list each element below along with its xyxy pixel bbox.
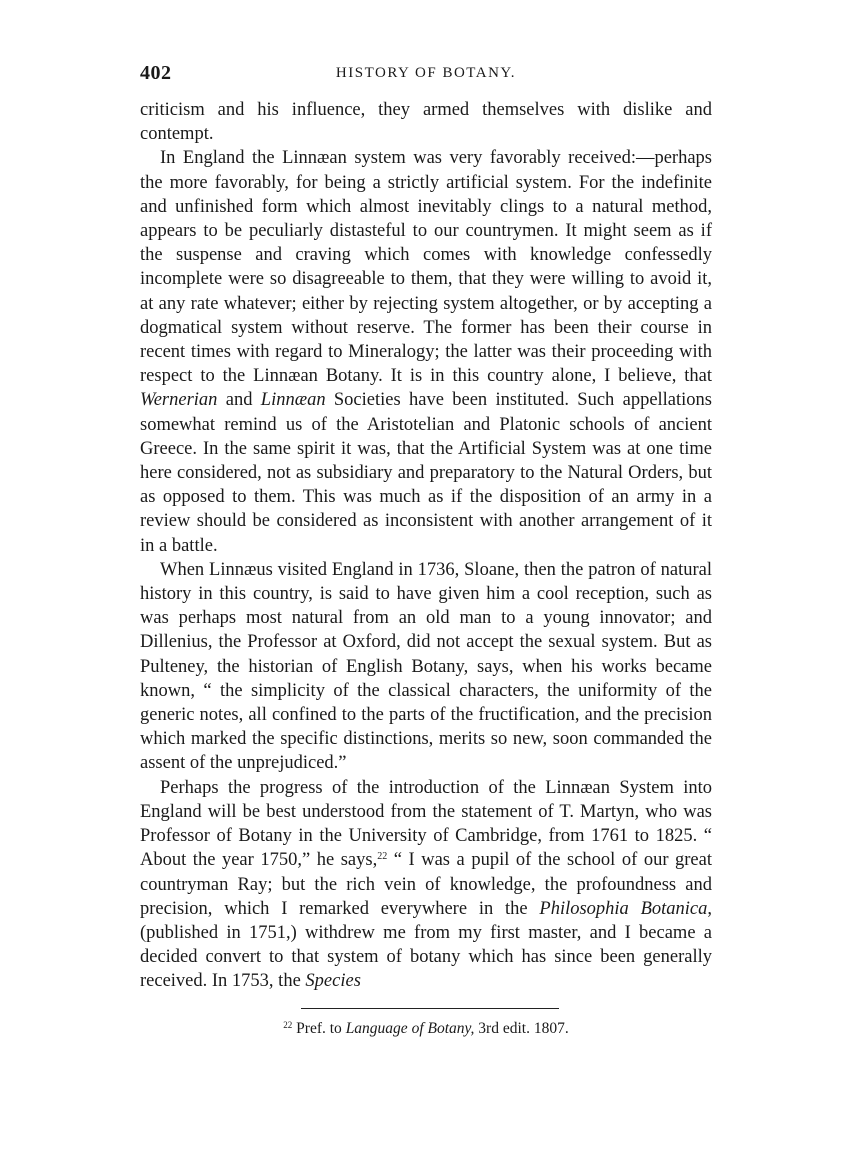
- italic-text: Language of Botany,: [345, 1019, 475, 1037]
- text-run: 3rd edit. 1807.: [474, 1019, 569, 1037]
- text-run: and: [217, 390, 261, 411]
- page-number: 402: [140, 62, 172, 84]
- footnote-marker: 22: [283, 1019, 293, 1030]
- running-head: [140, 58, 712, 88]
- paragraph: [140, 146, 712, 557]
- text-run: Pref. to: [292, 1019, 346, 1037]
- italic-text: Philosophia Botanica: [539, 898, 708, 919]
- text-run: “ I was a pupil of the school of our great countryman Ray; but the rich vein of knowledge, the profoundness and precision, which I remarked everywhere in the: [140, 850, 712, 919]
- body-text: [140, 98, 712, 994]
- book-page: [140, 58, 712, 1039]
- running-title: HISTORY OF BOTANY.: [335, 65, 517, 81]
- footnote-text: [292, 1020, 568, 1037]
- paragraph: [140, 776, 712, 994]
- footnote: [140, 1019, 712, 1039]
- text-run: When Linnæus visited England in 1736, Sloane, then the patron of natural history in this country, is said to have given him a cool reception, such as was perhaps most natural from an old man to a young innovator; and Dillenius, the Professor at Oxford, did not accept the sexual system. But as Pulteney, the historian of English Botany, says, when his works became known, “ the simplicity of the classical characters, the uniformity of the generic notes, all confined to the parts of the fructification, and the precision which marked the specific distinctions, merits so new, soon commanded the assent of the unprejudiced.”: [140, 559, 712, 774]
- italic-text: Species: [305, 971, 361, 992]
- paragraph: [140, 558, 712, 776]
- text-run: , (published in 1751,) withdrew me from my first master, and I became a decided convert to that system of botany which has since been generally received. In 1753, the: [140, 898, 713, 992]
- text-run: In England the Linnæan system was very favorably received:—perhaps the more favorably, for being a strictly artificial system. For the indefinite and unfinished form which almost inevitably clings to a natural method, appears to be peculiarly distasteful to our countrymen. It might seem as if the suspense and craving which comes with knowledge confessedly incomplete were so disagreeable to them, that they were willing to avoid it, at any rate whatever; either by rejecting system altogether, or by accepting a dogmatical system without reserve. The former has been their course in recent times with regard to Mineralogy; the latter was their proceeding with respect to the Linnæan Botany. It is in this country alone, I believe, that: [140, 148, 712, 387]
- footnote-rule: [301, 1008, 559, 1009]
- italic-text: Linnæan: [260, 390, 326, 411]
- text-run: Perhaps the progress of the introduction of the Linnæan System into England will be best understood from the statement of T. Martyn, who was Professor of Botany in the University of Cambridge, from 1761 to 1825. “ About the year 1750,” he says,: [140, 777, 712, 871]
- text-run: Societies have been instituted. Such appellations somewhat remind us of the Aristotelian and Platonic schools of ancient Greece. In the same spirit it was, that the Artificial System was at one time here considered, not as subsidiary and preparatory to the Natural Orders, but as opposed to them. This was much as if the disposition of an army in a review should be considered as inconsistent with another arrangement of it in a battle.: [140, 390, 713, 556]
- italic-text: Wernerian: [140, 390, 218, 411]
- footnote-reference: 22: [377, 851, 388, 863]
- paragraph: [140, 98, 712, 146]
- text-run: criticism and his influence, they armed themselves with dislike and contempt.: [140, 100, 712, 145]
